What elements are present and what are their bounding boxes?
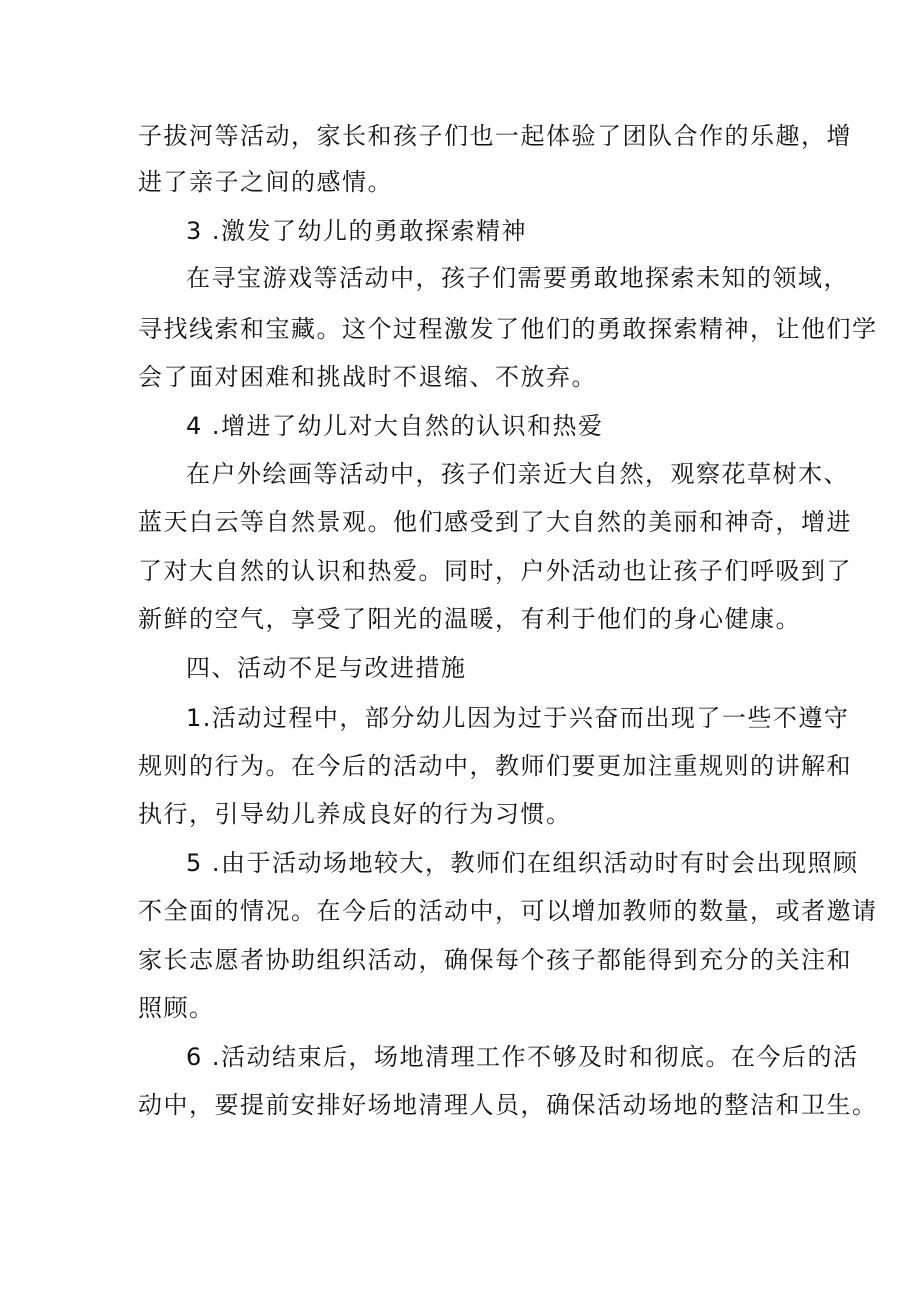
section-heading: 3 .激发了幼儿的勇敢探索精神	[186, 217, 528, 245]
paragraph-line: 新鲜的空气，享受了阳光的温暖，有利于他们的身心健康。	[138, 605, 801, 633]
paragraph-line: 规则的行为。在今后的活动中，教师们要更加注重规则的讲解和	[138, 752, 852, 780]
paragraph-line: 照顾。	[138, 994, 215, 1022]
paragraph-line: 执行，引导幼儿养成良好的行为习惯。	[138, 800, 572, 828]
paragraph-line: 家长志愿者协助组织活动，确保每个孩子都能得到充分的关注和	[138, 946, 852, 974]
paragraph-line: 6 .活动结束后，场地清理工作不够及时和彻底。在今后的活	[186, 1043, 859, 1071]
paragraph-line: 5 .由于活动场地较大，教师们在组织活动时有时会出现照顾	[186, 849, 859, 877]
section-heading: 4 .增进了幼儿对大自然的认识和热爱	[186, 412, 604, 440]
section-heading: 四、活动不足与改进措施	[186, 654, 467, 682]
paragraph-line: 在户外绘画等活动中，孩子们亲近大自然，观察花草树木、	[186, 460, 849, 488]
paragraph-line: 寻找线索和宝藏。这个过程激发了他们的勇敢探索精神，让他们学	[138, 315, 878, 343]
paragraph-line: 会了面对困难和挑战时不退缩、不放弃。	[138, 363, 597, 391]
paragraph-line: 1.活动过程中，部分幼儿因为过于兴奋而出现了一些不遵守	[186, 704, 850, 732]
paragraph-line: 在寻宝游戏等活动中，孩子们需要勇敢地探索未知的领域，	[186, 264, 849, 292]
paragraph-line: 了对大自然的认识和热爱。同时，户外活动也让孩子们呼吸到了	[138, 557, 852, 585]
paragraph-line: 进了亲子之间的感情。	[138, 168, 393, 196]
paragraph-line: 子拔河等活动，家长和孩子们也一起体验了团队合作的乐趣，增	[138, 122, 852, 150]
paragraph-line: 不全面的情况。在今后的活动中，可以增加教师的数量，或者邀请	[138, 897, 878, 925]
paragraph-line: 蓝天白云等自然景观。他们感受到了大自然的美丽和神奇，增进	[138, 508, 852, 536]
paragraph-line: 动中，要提前安排好场地清理人员，确保活动场地的整洁和卫生。	[138, 1091, 878, 1119]
